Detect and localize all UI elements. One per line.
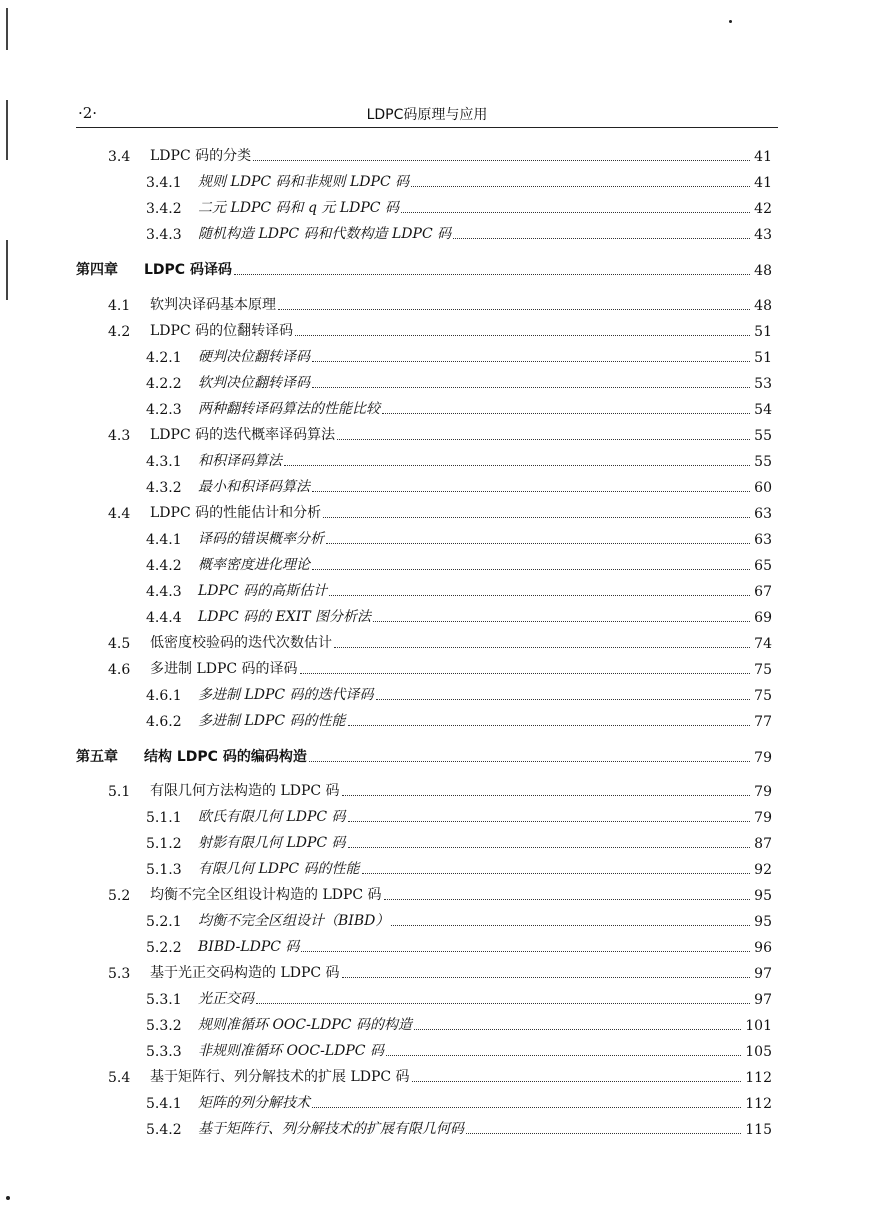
- dot-leader: [234, 274, 750, 275]
- toc-entry-number: 5.4.2: [146, 1122, 182, 1138]
- toc-entry[interactable]: [108, 882, 772, 904]
- scan-edge-line: [6, 8, 8, 50]
- dot-leader: [300, 673, 751, 674]
- dot-leader: [401, 212, 750, 213]
- toc-entry-title: 矩阵的列分解技术: [198, 1095, 310, 1111]
- toc-entry-title: LDPC 码的性能估计和分析: [150, 505, 322, 521]
- toc-entry-number: 5.1.2: [146, 836, 182, 852]
- dot-leader: [391, 925, 750, 926]
- toc-entry-title: LDPC 码译码: [144, 262, 232, 278]
- toc-entry-number: 4.2.1: [146, 350, 182, 366]
- toc-entry[interactable]: [146, 908, 772, 930]
- toc-entry-page: 54: [754, 402, 772, 418]
- scan-speck: [729, 20, 732, 23]
- toc-entry-number: 4.2.2: [146, 376, 182, 392]
- toc-entry[interactable]: [146, 856, 772, 878]
- toc-entry-page: 105: [745, 1044, 772, 1060]
- toc-entry-title: 有限几何 LDPC 码的性能: [198, 861, 360, 877]
- dot-leader: [278, 309, 750, 310]
- dot-leader: [323, 517, 750, 518]
- dot-leader: [312, 361, 750, 362]
- dot-leader: [309, 761, 750, 762]
- toc-entry-title: LDPC 码的迭代概率译码算法: [150, 427, 336, 443]
- toc-entry-page: 41: [754, 175, 772, 191]
- toc-entry-title: LDPC 码的高斯估计: [198, 583, 328, 599]
- toc-entry[interactable]: [108, 778, 772, 800]
- toc-entry-page: 65: [754, 558, 772, 574]
- toc-entry[interactable]: [146, 526, 772, 548]
- dot-leader: [312, 387, 750, 388]
- header-rule: [76, 127, 778, 128]
- toc-entry-page: 51: [754, 350, 772, 366]
- toc-entry-number: 5.1.3: [146, 862, 182, 878]
- toc-entry[interactable]: [146, 370, 772, 392]
- toc-entry[interactable]: [146, 1012, 772, 1034]
- toc-entry-title: 射影有限几何 LDPC 码: [198, 835, 346, 851]
- toc-entry[interactable]: [146, 1116, 772, 1138]
- running-header: [76, 104, 778, 126]
- toc-entry-number: 4.4.3: [146, 584, 182, 600]
- toc-entry[interactable]: [108, 143, 772, 165]
- dot-leader: [334, 647, 750, 648]
- toc-entry-page: 97: [754, 992, 772, 1008]
- toc-entry-number: 4.4.1: [146, 532, 182, 548]
- toc-entry-number: 4.3.1: [146, 454, 182, 470]
- toc-entry[interactable]: [146, 708, 772, 730]
- toc-entry[interactable]: [108, 292, 772, 314]
- dot-leader: [342, 977, 751, 978]
- toc-entry-title: 二元 LDPC 码和 q 元 LDPC 码: [198, 200, 399, 216]
- toc-entry-title: LDPC 码的位翻转译码: [150, 323, 294, 339]
- toc-entry[interactable]: [146, 830, 772, 852]
- toc-entry[interactable]: [146, 682, 772, 704]
- toc-entry-title: 均衡不完全区组设计构造的 LDPC 码: [150, 887, 382, 903]
- toc-entry-number: 第五章: [76, 749, 118, 765]
- toc-entry-page: 75: [754, 688, 772, 704]
- toc-entry[interactable]: [146, 1090, 772, 1112]
- toc-entry[interactable]: [76, 744, 772, 766]
- toc-entry-number: 3.4.2: [146, 201, 182, 217]
- toc-entry-page: 115: [745, 1122, 772, 1138]
- toc-entry[interactable]: [146, 448, 772, 470]
- toc-entry-number: 4.5: [108, 636, 131, 652]
- dot-leader: [312, 1107, 741, 1108]
- toc-entry-page: 101: [745, 1018, 772, 1034]
- toc-entry[interactable]: [146, 344, 772, 366]
- toc-entry-title: 软判决译码基本原理: [150, 297, 276, 313]
- dot-leader: [342, 795, 751, 796]
- dot-leader: [414, 1029, 741, 1030]
- toc-entry-number: 3.4.1: [146, 175, 182, 191]
- toc-entry[interactable]: [108, 630, 772, 652]
- toc-entry-title: 欧氏有限几何 LDPC 码: [198, 809, 346, 825]
- scan-edge-line: [6, 100, 8, 160]
- toc-entry-title: 光正交码: [198, 991, 254, 1007]
- toc-entry-page: 87: [754, 836, 772, 852]
- toc-entry-page: 95: [754, 914, 772, 930]
- dot-leader: [384, 899, 751, 900]
- toc-entry-page: 112: [745, 1096, 772, 1112]
- toc-entry-title: 多进制 LDPC 码的性能: [198, 713, 346, 729]
- toc-entry-title: 规则 LDPC 码和非规则 LDPC 码: [198, 174, 410, 190]
- toc-entry-title: LDPC 码的 EXIT 图分析法: [198, 609, 372, 625]
- toc-entry-page: 79: [754, 810, 772, 826]
- dot-leader: [348, 847, 751, 848]
- dot-leader: [373, 621, 750, 622]
- toc-entry-number: 5.1: [108, 784, 131, 800]
- toc-entry-page: 63: [754, 506, 772, 522]
- toc-entry-number: 5.2: [108, 888, 131, 904]
- toc-entry-title: 均衡不完全区组设计（BIBD）: [198, 913, 390, 929]
- toc-entry[interactable]: [146, 578, 772, 600]
- toc-entry-title: 译码的错误概率分析: [198, 531, 324, 547]
- dot-leader: [337, 439, 750, 440]
- toc-entry-title: 基于矩阵行、列分解技术的扩展有限几何码: [198, 1121, 464, 1137]
- toc-entry-page: 95: [754, 888, 772, 904]
- toc-entry[interactable]: [146, 474, 772, 496]
- toc-entry-title: 非规则准循环 OOC-LDPC 码: [198, 1043, 384, 1059]
- toc-entry-page: 69: [754, 610, 772, 626]
- dot-leader: [348, 725, 751, 726]
- toc-entry-number: 4.4: [108, 506, 131, 522]
- dot-leader: [295, 335, 750, 336]
- toc-entry-number: 3.4.3: [146, 227, 182, 243]
- toc-entry-title: 有限几何方法构造的 LDPC 码: [150, 783, 340, 799]
- scan-speck: [6, 1196, 10, 1200]
- dot-leader: [386, 1055, 741, 1056]
- toc-entry[interactable]: [108, 1064, 772, 1086]
- toc-entry-page: 43: [754, 227, 772, 243]
- dot-leader: [466, 1133, 741, 1134]
- toc-entry-title: 软判决位翻转译码: [198, 375, 310, 391]
- dot-leader: [326, 543, 750, 544]
- toc-entry-number: 4.4.4: [146, 610, 182, 626]
- dot-leader: [376, 699, 751, 700]
- toc-entry-number: 4.6.1: [146, 688, 182, 704]
- toc-entry-title: 和积译码算法: [198, 453, 282, 469]
- toc-entry[interactable]: [108, 656, 772, 678]
- toc-entry[interactable]: [146, 804, 772, 826]
- toc-entry-title: 多进制 LDPC 码的译码: [150, 661, 298, 677]
- toc-entry-number: 5.1.1: [146, 810, 182, 826]
- toc-entry-number: 5.4: [108, 1070, 131, 1086]
- dot-leader: [284, 465, 750, 466]
- toc-entry-number: 3.4: [108, 149, 131, 165]
- toc-entry-page: 92: [754, 862, 772, 878]
- toc-entry-number: 5.3.2: [146, 1018, 182, 1034]
- toc-entry-page: 96: [754, 940, 772, 956]
- toc-entry-number: 5.3.3: [146, 1044, 182, 1060]
- toc-entry-title: LDPC 码的分类: [150, 148, 252, 164]
- toc-entry-number: 5.2.1: [146, 914, 182, 930]
- toc-entry[interactable]: [146, 396, 772, 418]
- toc-entry-title: 概率密度进化理论: [198, 557, 310, 573]
- dot-leader: [348, 821, 751, 822]
- toc-entry[interactable]: [108, 500, 772, 522]
- toc-entry-page: 67: [754, 584, 772, 600]
- toc-entry-number: 5.4.1: [146, 1096, 182, 1112]
- toc-entry[interactable]: [108, 318, 772, 340]
- toc-entry-page: 79: [754, 750, 772, 766]
- toc-entry-title: 多进制 LDPC 码的迭代译码: [198, 687, 374, 703]
- toc-entry-title: 基于光正交码构造的 LDPC 码: [150, 965, 340, 981]
- toc-entry-title: 随机构造 LDPC 码和代数构造 LDPC 码: [198, 226, 452, 242]
- toc-entry-page: 77: [754, 714, 772, 730]
- toc-entry-page: 41: [754, 149, 772, 165]
- toc-entry[interactable]: [146, 934, 772, 956]
- toc-entry-page: 51: [754, 324, 772, 340]
- dot-leader: [301, 951, 750, 952]
- toc-entry-page: 48: [754, 298, 772, 314]
- toc-entry[interactable]: [146, 221, 772, 243]
- toc-entry-number: 5.3: [108, 966, 131, 982]
- toc-entry-number: 第四章: [76, 262, 118, 278]
- book-title: LDPC码原理与应用: [366, 107, 488, 123]
- dot-leader: [412, 1081, 742, 1082]
- toc-entry[interactable]: [146, 604, 772, 626]
- dot-leader: [253, 160, 750, 161]
- dot-leader: [312, 569, 750, 570]
- toc-entry-number: 4.2: [108, 324, 131, 340]
- toc-entry-title: 最小和积译码算法: [198, 479, 310, 495]
- dot-leader: [411, 186, 750, 187]
- toc-entry-number: 4.4.2: [146, 558, 182, 574]
- toc-entry-page: 48: [754, 263, 772, 279]
- toc-entry-title: 硬判决位翻转译码: [198, 349, 310, 365]
- toc-entry-number: 4.6: [108, 662, 131, 678]
- toc-entry-page: 79: [754, 784, 772, 800]
- toc-entry-number: 4.1: [108, 298, 131, 314]
- toc-entry-title: 规则准循环 OOC-LDPC 码的构造: [198, 1017, 412, 1033]
- toc-entry-page: 75: [754, 662, 772, 678]
- toc-entry-page: 60: [754, 480, 772, 496]
- toc-entry[interactable]: [108, 960, 772, 982]
- toc-entry-number: 4.3: [108, 428, 131, 444]
- toc-entry[interactable]: [146, 552, 772, 574]
- dot-leader: [453, 238, 750, 239]
- toc-entry-number: 5.2.2: [146, 940, 182, 956]
- dot-leader: [382, 413, 750, 414]
- toc-entry[interactable]: [146, 986, 772, 1008]
- toc-entry-title: 低密度校验码的迭代次数估计: [150, 635, 332, 651]
- page-number: ·2·: [78, 104, 98, 122]
- toc-entry-page: 53: [754, 376, 772, 392]
- toc-entry-page: 63: [754, 532, 772, 548]
- toc-entry-page: 55: [754, 454, 772, 470]
- toc-entry-number: 4.6.2: [146, 714, 182, 730]
- toc-entry-title: BIBD-LDPC 码: [198, 939, 300, 955]
- dot-leader: [329, 595, 750, 596]
- toc-entry-page: 42: [754, 201, 772, 217]
- toc-entry-page: 74: [754, 636, 772, 652]
- toc-entry-title: 两种翻转译码算法的性能比较: [198, 401, 380, 417]
- toc-entry[interactable]: [76, 257, 772, 279]
- toc-entry[interactable]: [146, 195, 772, 217]
- toc-entry-number: 4.3.2: [146, 480, 182, 496]
- toc-entry-page: 55: [754, 428, 772, 444]
- toc-entry-page: 112: [745, 1070, 772, 1086]
- toc-entry-number: 5.3.1: [146, 992, 182, 1008]
- scan-edge-line: [6, 240, 8, 300]
- dot-leader: [312, 491, 750, 492]
- dot-leader: [256, 1003, 750, 1004]
- toc-entry[interactable]: [146, 169, 772, 191]
- toc-entry-page: 97: [754, 966, 772, 982]
- toc-entry-title: 基于矩阵行、列分解技术的扩展 LDPC 码: [150, 1069, 410, 1085]
- toc-entry-number: 4.2.3: [146, 402, 182, 418]
- toc-entry[interactable]: [108, 422, 772, 444]
- dot-leader: [362, 873, 751, 874]
- toc-entry[interactable]: [146, 1038, 772, 1060]
- toc-entry-title: 结构 LDPC 码的编码构造: [144, 749, 307, 765]
